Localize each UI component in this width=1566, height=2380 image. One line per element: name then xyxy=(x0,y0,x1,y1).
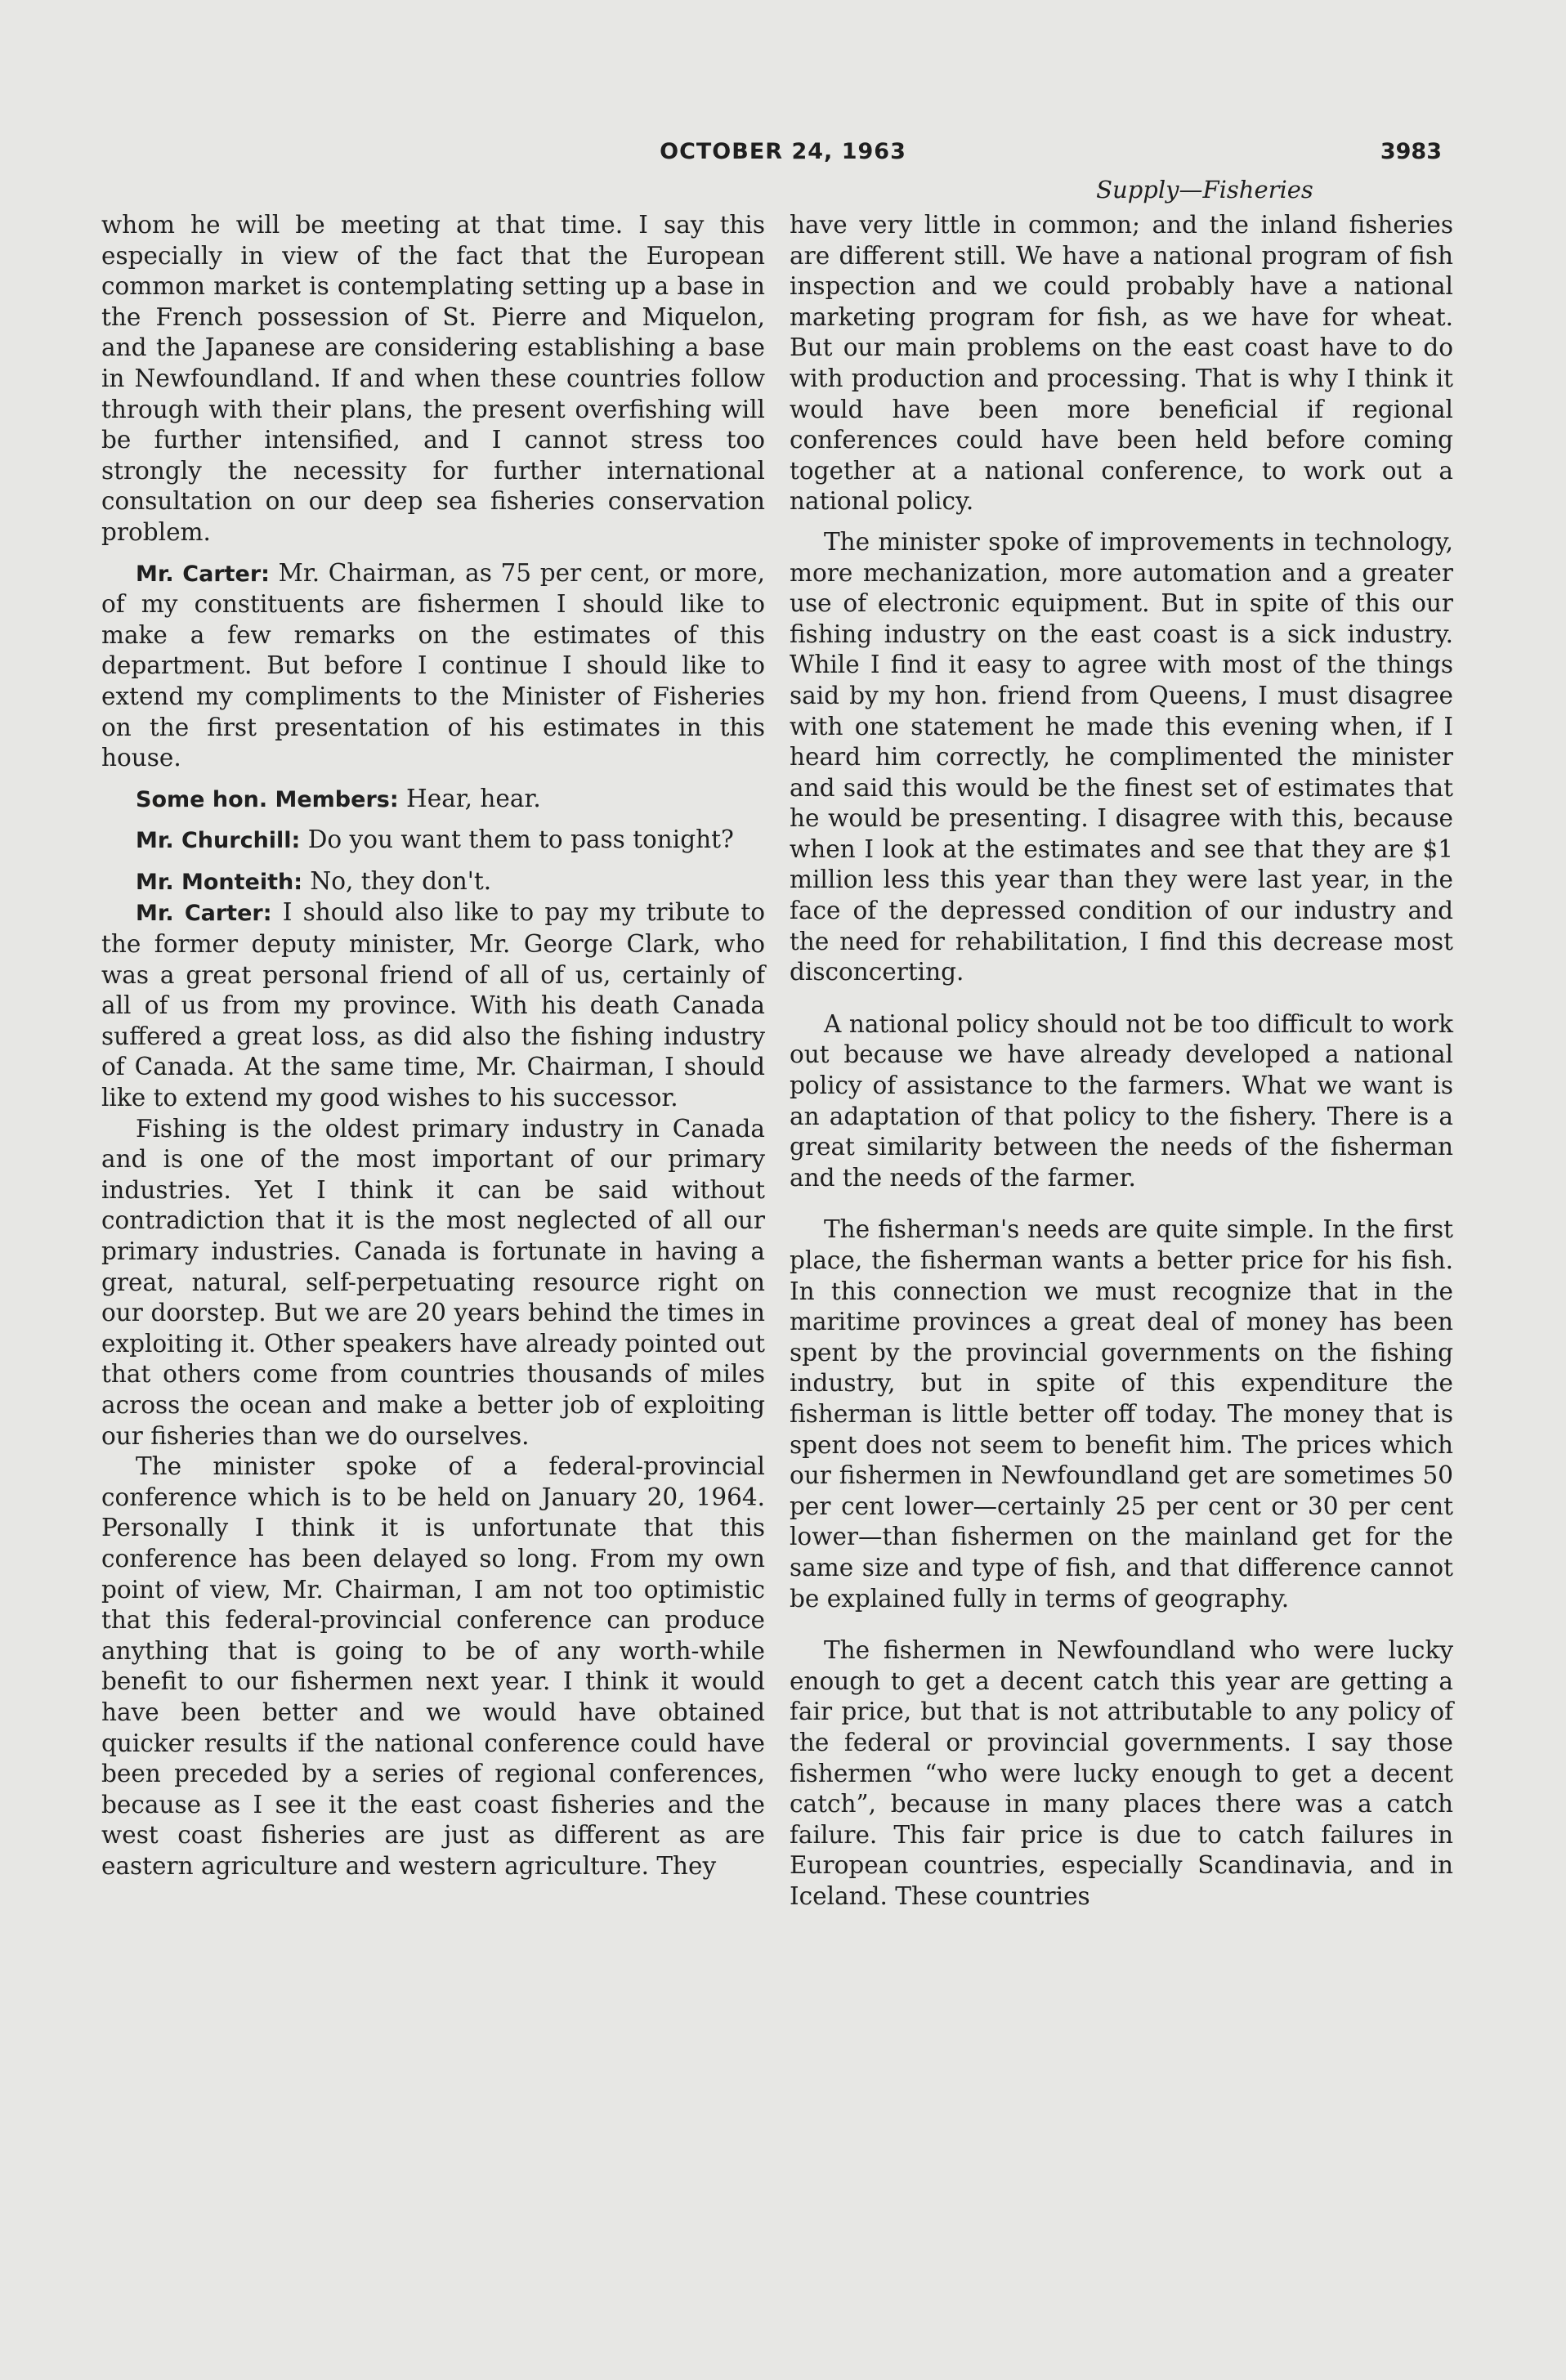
paragraph: The fishermen in Newfoundland who were lucky enough to get a decent catch this year are getting a fair price, but that is not attributable to any policy of the federal or provincial governments. I say those fishermen “who were lucky enough to get a decent catch”, because in many places there was a catch failure. This fair price is due to catch failures in European countries, especially Scandinavia, and in Iceland. These countries xyxy=(790,1636,1453,1910)
speech-text: No, they don't. xyxy=(310,866,492,895)
paragraph xyxy=(101,866,765,898)
speaker-name: Mr. Carter: xyxy=(136,561,270,587)
paragraph xyxy=(101,784,765,816)
right-column xyxy=(790,210,1453,1912)
paragraph: Fishing is the oldest primary industry in Canada and is one of the most important of our primary industries. Yet I think it can be said without contradiction that it is the most neglected of all our primary industries. Canada is fortunate in having a great, natural, self-perpetuating resource right on our doorstep. But we are 20 years behind the times in exploiting it. Other speakers have already pointed out that others come from countries thousands of miles across the ocean and make a better job of exploiting our fisheries than we do ourselves. xyxy=(101,1114,765,1450)
section-title: Supply—Fisheries xyxy=(1096,176,1313,204)
paragraph xyxy=(101,558,765,774)
speaker-name: Mr. Churchill: xyxy=(136,828,301,854)
speaker-name: Mr. Monteith: xyxy=(136,869,303,895)
speech-text: Mr. Chairman, as 75 per cent, or more, of my constituents are fishermen I should like to make a few remarks on the estimates of this department. But before I continue I should like to extend my compliments to the Minister of Fisheries on the first presentation of his estimates in this house. xyxy=(101,558,765,772)
left-column xyxy=(101,210,765,1881)
speaker-name: Mr. Carter: xyxy=(136,901,272,927)
paragraph: have very little in common; and the inland fisheries are different still. We have a national program of fish inspection and we could probably have a national marketing program for fish, as we have for wheat. But our main problems on the east coast have to do with production and processing. That is why I think it would have been more beneficial if regional conferences could have been held before coming together at a national conference, to work out a national policy. xyxy=(790,211,1453,516)
paragraph xyxy=(101,897,765,1113)
page-date: OCTOBER 24, 1963 xyxy=(660,139,906,164)
paragraph: The fisherman's needs are quite simple. In the first place, the fisherman wants a better price for his fish. In this connection we must recognize that in the maritime provinces a great deal of money has been spent by the provincial governments on the fishing industry, but in spite of this expenditure the fisherman is little better off today. The money that is spent does not seem to benefit him. The prices which our fishermen in Newfoundland get are sometimes 50 per cent lower—certainly 25 per cent or 30 per cent lower—than fishermen on the mainland get for the same size and type of fish, and that difference cannot be explained fully in terms of geography. xyxy=(790,1215,1453,1613)
paragraph: whom he will be meeting at that time. I say this especially in view of the fact that the European common market is contemplating setting up a base in the French possession of St. Pierre and Miquelon, and the Japanese are considering establishing a base in Newfoundland. If and when these countries follow through with their plans, the present overfishing will be further intensified, and I cannot stress too strongly the necessity for further international consultation on our deep sea fisheries conservation problem. xyxy=(101,211,765,546)
paragraph: A national policy should not be too difficult to work out because we have already developed a national policy of assistance to the farmers. What we want is an adaptation of that policy to the fishery. There is a great similarity between the needs of the fisherman and the needs of the farmer. xyxy=(790,1009,1453,1192)
speech-text: Hear, hear. xyxy=(406,784,541,812)
paragraph: The minister spoke of improvements in technology, more mechanization, more automation and a greater use of electronic equipment. But in spite of this our fishing industry on the east coast is a sick industry. While I find it easy to agree with most of the things said by my hon. friend from Queens, I must disagree with one statement he made this evening when, if I heard him correctly, he complimented the minister and said this would be the finest set of estimates that he would be presenting. I disagree with this, because when I look at the estimates and see that they are $1 million less this year than they were last year, in the face of the depressed condition of our industry and the need for rehabilitation, I find this decrease most disconcerting. xyxy=(790,527,1453,986)
paragraph xyxy=(101,825,765,857)
speech-text: Do you want them to pass tonight? xyxy=(307,825,734,854)
speaker-name: Some hon. Members: xyxy=(136,786,399,812)
page-number: 3983 xyxy=(1380,139,1442,164)
paragraph: The minister spoke of a federal-provincial conference which is to be held on January 20, 1964. Personally I think it is unfortunate that this conference has been delayed so long. From my own point of view, Mr. Chairman, I am not too optimistic that this federal-provincial conference can produce anything that is going to be of any worth-while benefit to our fishermen next year. I think it would have been better and we would have obtained quicker results if the national conference could have been preceded by a series of regional conferences, because as I see it the east coast fisheries and the west coast fisheries are just as different as are eastern agriculture and western agriculture. They xyxy=(101,1452,765,1880)
speech-text: I should also like to pay my tribute to the former deputy minister, Mr. George Clark, who was a great personal friend of all of us, certainly of all of us from my province. With his death Canada suffered a great loss, as did also the fishing industry of Canada. At the same time, Mr. Chairman, I should like to extend my good wishes to his successor. xyxy=(101,898,765,1112)
